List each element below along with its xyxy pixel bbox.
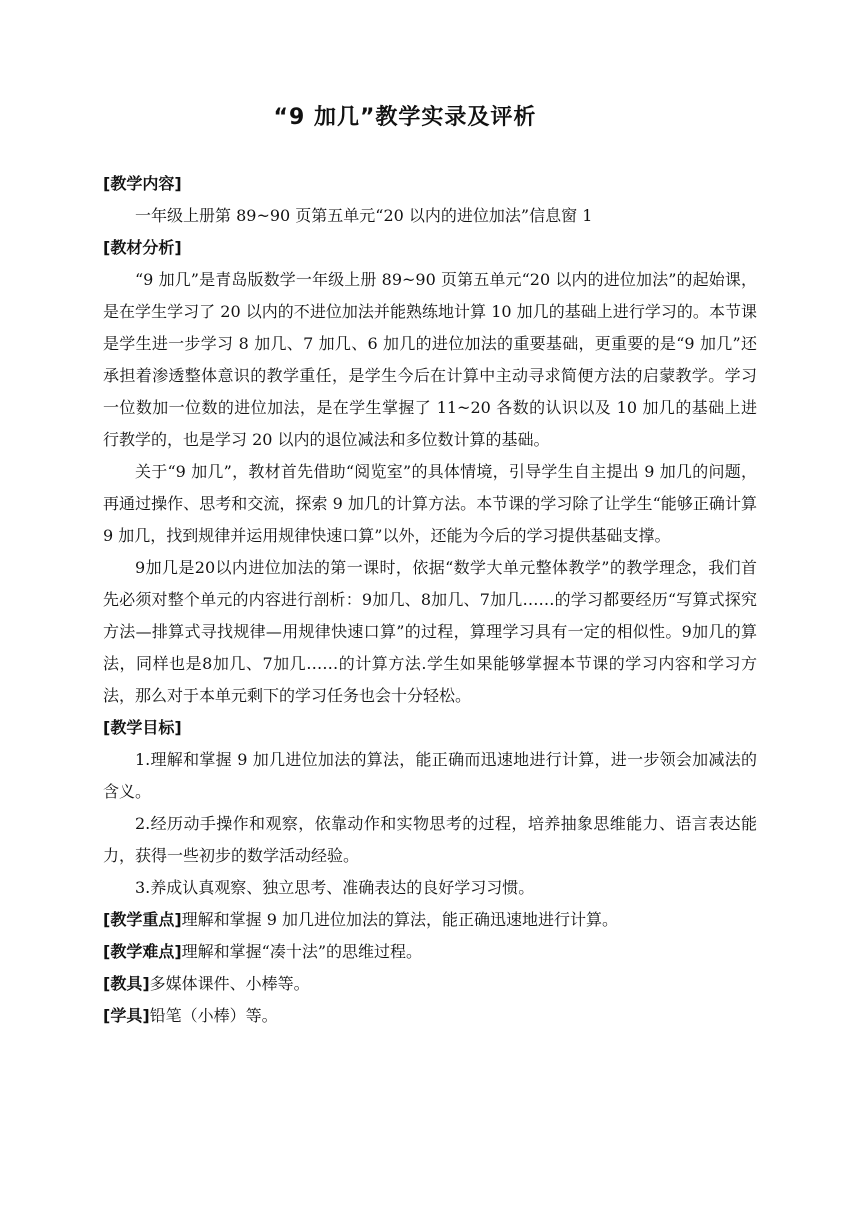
goal-item-1: 1.理解和掌握 9 加几进位加法的算法，能正确而迅速地进行计算，进一步领会加减法的含义。 [103, 750, 757, 801]
content-text: 一年级上册第 89~90 页第五单元“20 以内的进位加法”信息窗 1 [135, 206, 593, 225]
analysis-paragraph-3: 9加几是20以内进位加法的第一课时，依据“数学大单元整体教学”的教学理念，我们首先必须对整个单元的内容进行剖析：9加几、8加几、7加几……的学习都要经历“写算式探究方法—排算式寻找规律—用规律快速口算”的过程，算理学习具有一定的相似性。9加几的算法，同样也是8加几、7加几……的计算方法.学生如果能够掌握本节课的学习内容和学习方法，那么对于本单元剩下的学习任务也会十分轻松。 [103, 558, 757, 705]
section-heading-difficulty: [教学难点] [103, 942, 182, 961]
document-body [103, 168, 757, 1032]
section-heading-key-point: [教学重点] [103, 910, 182, 929]
goal-item-3: 3.养成认真观察、独立思考、准确表达的良好学习习惯。 [135, 878, 535, 897]
teaching-tools-text: 多媒体课件、小棒等。 [149, 974, 310, 993]
key-point-text: 理解和掌握 9 加几进位加法的算法，能正确迅速地进行计算。 [181, 910, 618, 929]
analysis-paragraph-2: 关于“9 加几”，教材首先借助“阅览室”的具体情境，引导学生自主提出 9 加几的问题，再通过操作、思考和交流，探索 9 加几的计算方法。本节课的学习除了让学生“能够正确计算 9 加几，找到规律并运用规律快速口算”以外，还能为今后的学习提供基础支撑。 [103, 462, 757, 545]
difficulty-text: 理解和掌握“凑十法”的思维过程。 [181, 942, 423, 961]
section-heading-content: [教学内容] [103, 174, 182, 193]
key-point-line [103, 904, 757, 936]
learning-tools-line [103, 1000, 757, 1032]
document-title: “9 加几”教学实录及评析 [273, 105, 537, 130]
learning-tools-text: 铅笔（小棒）等。 [149, 1006, 278, 1025]
analysis-paragraph-1: “9 加几”是青岛版数学一年级上册 89~90 页第五单元“20 以内的进位加法”的起始课，是在学生学习了 20 以内的不进位加法并能熟练地计算 10 加几的基础上进行学习的。本节课是学生进一步学习 8 加几、7 加几、6 加几的进位加法的重要基础，更重要的是“9 加几”还承担着渗透整体意识的教学重任，是学生今后在计算中主动寻求简便方法的启蒙教学。学习一位数加一位数的进位加法，是在学生掌握了 11~20 各数的认识以及 10 加几的基础上进行教学的，也是学习 20 以内的退位减法和多位数计算的基础。 [103, 270, 757, 449]
section-heading-teaching-tools: [教具] [103, 974, 150, 993]
section-heading-goals: [教学目标] [103, 718, 182, 737]
section-heading-analysis: [教材分析] [103, 238, 182, 257]
teaching-tools-line [103, 968, 757, 1000]
section-heading-learning-tools: [学具] [103, 1006, 150, 1025]
goal-item-2: 2.经历动手操作和观察，依靠动作和实物思考的过程，培养抽象思维能力、语言表达能力，获得一些初步的数学活动经验。 [103, 814, 757, 865]
difficulty-line [103, 936, 757, 968]
